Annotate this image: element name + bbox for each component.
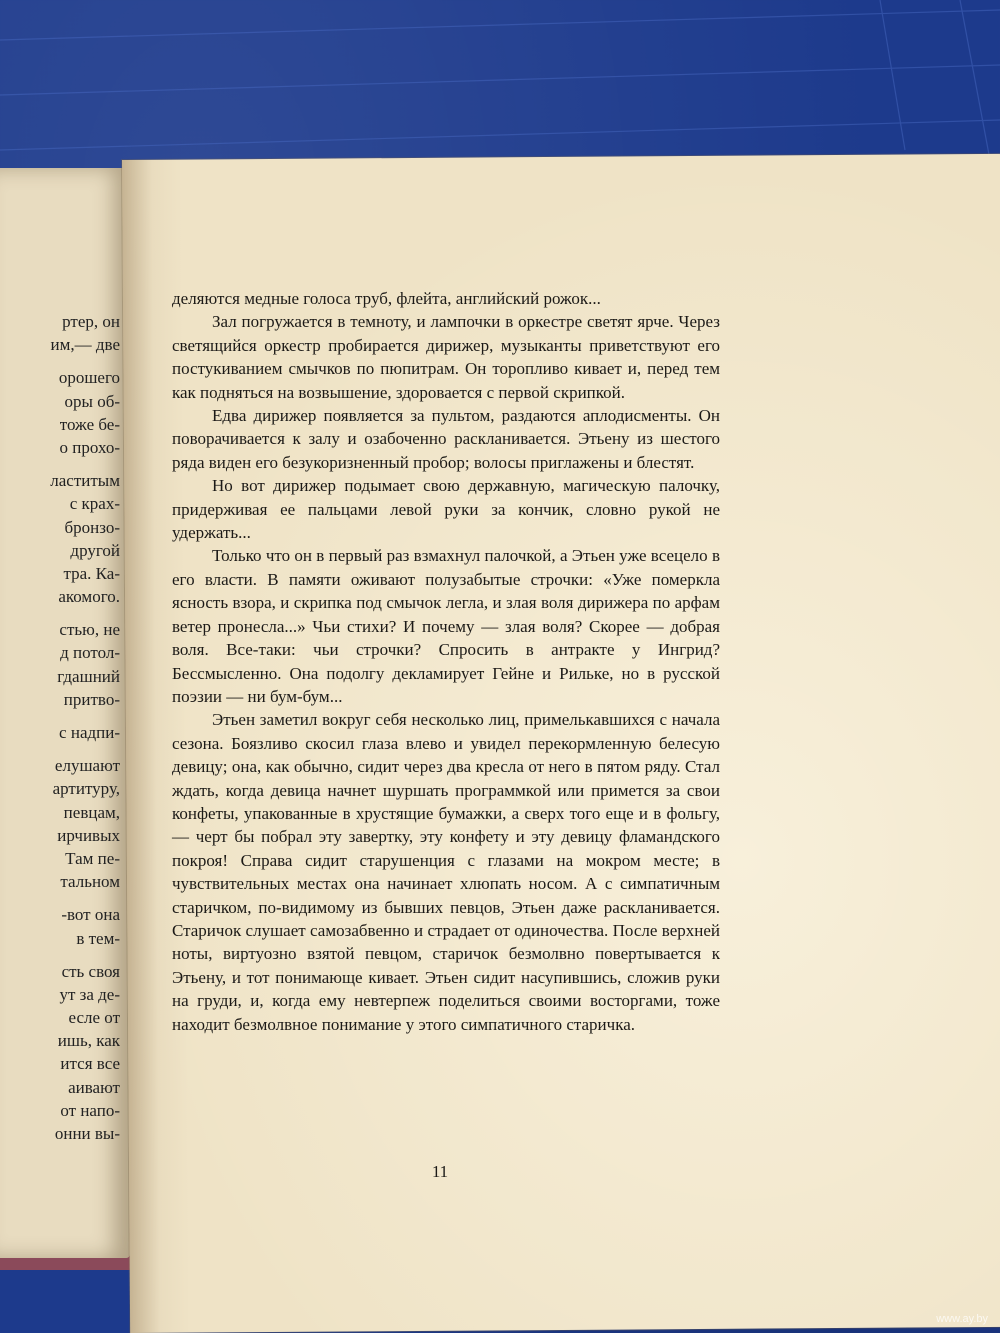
left-page-line: бронзо-: [64, 517, 120, 537]
left-page-line: акомого.: [58, 587, 120, 607]
paragraph: Зал погружается в темноту, и лампочки в оркестре светят ярче. Через светящийся оркестр пробирается дирижер, музыканты приветствуют его постукиванием смычков по пюпитрам. Он торопливо кивает и, перед тем как подняться на возвышение, здоровается с первой скрипкой.: [172, 312, 720, 402]
left-page-line: сть своя: [61, 961, 120, 981]
left-page-line: онни вы-: [54, 1124, 120, 1143]
left-page-line: Там пе-: [65, 848, 120, 868]
left-page-line: орошего: [58, 368, 120, 388]
paragraph-gap: [0, 950, 120, 960]
paragraph-gap: [0, 893, 120, 903]
paragraph: Едва дирижер появляется за пультом, раздаются аплодисменты. Он поворачивается к залу и озабоченно раскланивается. Этьену из шестого ряда виден его безукоризненный пробор; волосы приглажены и блестят.: [172, 406, 720, 472]
page-number: 11: [431, 1162, 449, 1181]
paragraph-gap: [0, 459, 120, 469]
left-page-line: о прохо-: [59, 437, 120, 457]
left-page-line: с крах-: [69, 494, 120, 514]
paragraph: Но вот дирижер подымает свою державную, магическую палочку, придерживая ее пальцами левой руки за кончик, словно рукой не удержать...: [172, 476, 720, 543]
left-page-line: -вот она: [61, 905, 120, 925]
paragraph-gap: [0, 744, 120, 754]
left-page-line: елушают: [54, 756, 120, 776]
left-page-line: ирчивых: [57, 825, 120, 845]
paragraph-gap: [0, 711, 120, 721]
left-page-line: певцам,: [63, 802, 120, 822]
left-page-line: артитуру,: [52, 779, 120, 799]
left-page-line: ится все: [60, 1054, 120, 1074]
left-page-line: стью, не: [59, 620, 120, 640]
left-page-line: им,— две: [50, 335, 120, 355]
left-page-line: есле от: [68, 1008, 120, 1028]
left-page-line: оры об-: [64, 391, 120, 411]
paragraph-gap: [0, 356, 120, 366]
left-page-line: ишь, как: [57, 1031, 120, 1051]
paragraph: Этьен заметил вокруг себя несколько лиц, примелькавшихся с начала сезона. Боязливо скосил глаза влево и увидел перекормленную белесую девицу; она, как обычно, сидит через два кресла от него в пятом ряду. Стал ждать, когда девица начнет шуршать программкой или примется за свои конфеты, упакованные в хрустящие бумажки, а сверх того еще и в фольгу,— черт бы побрал эту завертку, эту конфету и эту девицу фламандского покроя! Справа сидит старушенция с глазами на мокром месте; в чувствительных местах она начинает хлюпать носом. А с симпатичным старичком, по-видимому из бывших певцов, Этьен даже раскланивается. Старичок слушает самозабвенно и страдает от одиночества. После верхней ноты, виртуозно взятой певцом, старичок безмолвно повертывается к Этьену, и тот понимающе кивает. Этьен сидит насупившись, сложив руки на груди, и, когда ему невтерпеж поделиться своими восторгами, тоже находит безмолвное понимание у этого симпатичного старичка.: [172, 710, 720, 1034]
left-page-line: ут за де-: [59, 984, 120, 1004]
watermark: www.ay.by: [936, 1313, 988, 1325]
left-page-line: тоже бе-: [59, 414, 120, 434]
left-page-line: в тем-: [76, 928, 120, 948]
paragraph-gap: [0, 608, 120, 618]
left-page-line: притво-: [63, 689, 120, 709]
paragraph: Только что он в первый раз взмахнул палочкой, а Этьен уже всецело в его власти. В памяти оживают полузабытые строчки: «Уже померкла ясность взора, и скрипка под смычок легла, и злая воля дирижера по арфам ветер пронесла...» Чьи стихи? И почему — злая воля? Скорее — добрая воля. Все-таки: чьи строчки? Спросить в антракте у Ингрид? Бессмысленно. Она подолгу декламирует Гейне и Рильке, но в русской поэзии — ни бум-бум...: [172, 546, 720, 706]
left-page-line: ртер, он: [62, 312, 120, 331]
paragraph: деляются медные голоса труб, флейта, английский рожок...: [172, 289, 601, 308]
left-page-text: [0, 310, 120, 1145]
left-page-line: другой: [70, 540, 120, 560]
left-page-line: с надпи-: [59, 723, 120, 742]
page-text: [172, 287, 720, 1036]
left-page-line: ластитым: [50, 471, 120, 491]
left-page-line: д потол-: [60, 643, 120, 663]
left-page-line: тра. Ка-: [63, 563, 120, 583]
left-page-line: от напо-: [60, 1100, 120, 1120]
left-page-line: аивают: [68, 1077, 120, 1097]
left-page-line: гдашний: [57, 666, 120, 686]
left-page-line: тальном: [60, 872, 120, 892]
